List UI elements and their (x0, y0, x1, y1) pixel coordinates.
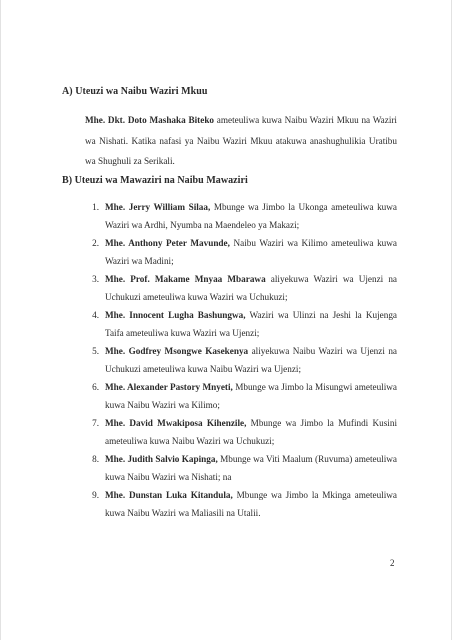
item-number: 6. (92, 382, 99, 392)
item-number: 9. (92, 490, 99, 500)
item-number: 5. (92, 346, 99, 356)
item-number: 1. (92, 202, 99, 212)
appointee-name: Mhe. Innocent Lugha Bashungwa, (105, 310, 246, 320)
item-text (85, 198, 397, 234)
item-number: 3. (92, 274, 99, 284)
appointee-name: Mhe. Alexander Pastory Mnyeti, (105, 382, 233, 392)
appointee-name: Mhe. Jerry William Silaa, (105, 202, 211, 212)
item-number: 4. (92, 310, 99, 320)
list-item (85, 234, 397, 270)
item-text (85, 342, 397, 378)
list-item (85, 486, 397, 522)
appointment-detail: aliyekuwa Naibu Waziri wa Ujenzi na Uchukuzi ameteuliwa kuwa Naibu Waziri wa Ujenzi; (105, 346, 397, 374)
appointment-detail: Mbunge wa Jimbo la Mufindi Kusini ameteuliwa kuwa Naibu Waziri wa Uchukuzi; (105, 418, 397, 446)
appointment-detail: Mbunge wa Jimbo la Misungwi ameteuliwa kuwa Naibu Waziri wa Kilimo; (105, 382, 397, 410)
appointee-name: Mhe. Judith Salvio Kapinga, (105, 454, 218, 464)
section-b-heading: B) Uteuzi wa Mawaziri na Naibu Mawaziri (62, 175, 248, 186)
appointment-detail: Mbunge wa Viti Maalum (Ruvuma) ameteuliwa kuwa Naibu Waziri wa Nishati; na (105, 454, 397, 482)
list-item (85, 378, 397, 414)
appointment-detail: aliyekuwa Waziri wa Ujenzi na Uchukuzi ameteuliwa kuwa Waziri wa Uchukuzi; (105, 274, 398, 302)
item-text (85, 270, 397, 306)
list-item (85, 270, 397, 306)
item-number: 8. (92, 454, 99, 464)
appointee-name: Mhe. Dunstan Luka Kitandula, (105, 490, 233, 500)
appointee-name: Mhe. Godfrey Msongwe Kasekenya (105, 346, 249, 356)
item-text (85, 414, 397, 450)
section-a-heading: A) Uteuzi wa Naibu Waziri Mkuu (62, 86, 208, 97)
item-text (85, 486, 397, 522)
list-item (85, 342, 397, 378)
list-item (85, 306, 397, 342)
item-text (85, 378, 397, 414)
appointee-name: Mhe. David Mwakiposa Kihenzile, (105, 418, 247, 428)
list-item (85, 450, 397, 486)
appointment-detail: Mbunge wa Jimbo la Ukonga ameteuliwa kuwa Waziri wa Ardhi, Nyumba na Maendeleo ya Makazi; (105, 202, 397, 230)
item-text (85, 234, 397, 270)
item-number: 2. (92, 238, 99, 248)
list-item (85, 198, 397, 234)
appointee-name: Mhe. Prof. Makame Mnyaa Mbarawa (105, 274, 266, 284)
item-text (85, 306, 397, 342)
appointee-name: Mhe. Anthony Peter Mavunde, (105, 238, 230, 248)
section-a-paragraph (85, 110, 397, 172)
appointment-detail: Waziri wa Ulinzi na Jeshi la Kujenga Taifa ameteuliwa kuwa Waziri wa Ujenzi; (105, 310, 397, 338)
appointment-detail: Naibu Waziri wa Kilimo ameteuliwa kuwa Waziri wa Madini; (105, 238, 397, 266)
appointee-name: Mhe. Dkt. Doto Mashaka Biteko (85, 115, 215, 125)
list-item (85, 414, 397, 450)
appointment-detail: Mbunge wa Jimbo la Mkinga ameteuliwa kuwa Naibu Waziri wa Maliasili na Utalii. (105, 490, 397, 518)
item-number: 7. (92, 418, 99, 428)
appointee-list (85, 198, 397, 522)
page-number: 2 (390, 558, 395, 568)
paragraph-text: ameteuliwa kuwa Naibu Waziri Mkuu na Waziri wa Nishati. Katika nafasi ya Naibu Waziri Mkuu atakuwa anashughulikia Uratibu wa Shughuli za Serikali. (85, 115, 397, 166)
item-text (85, 450, 397, 486)
